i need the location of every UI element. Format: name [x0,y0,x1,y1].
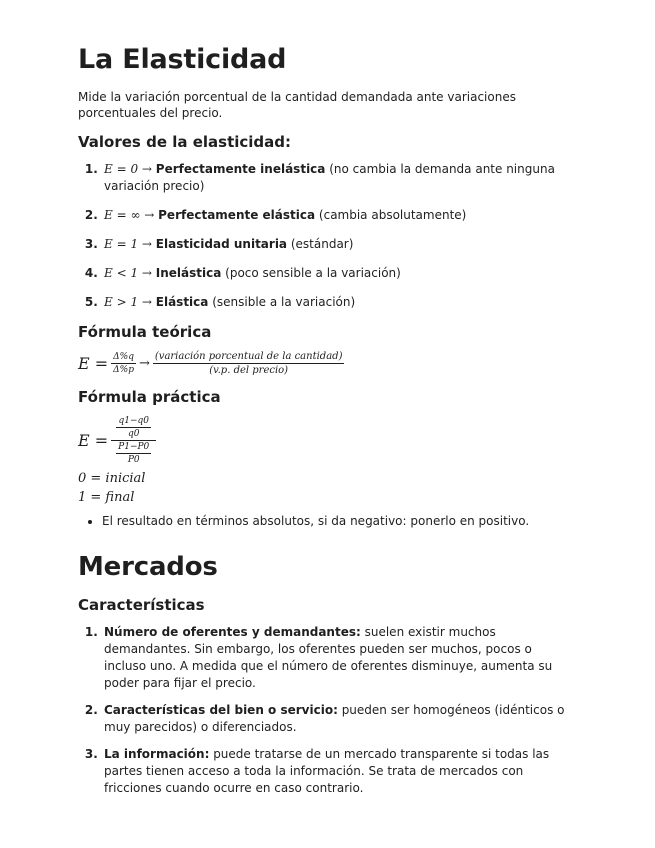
caracteristicas-heading: Características [78,596,205,614]
compound-fraction: $\frac{\frac{q1-q0}{q0}}{\frac{P1-P0}{P0}}$ [111,416,156,465]
bullet-list [78,513,577,530]
list-item: 2. E = ∞ → Perfectamente elástica (cambia absolutamente) [102,207,577,224]
formula-practica: E = $\frac{\frac{q1-q0}{q0}}{\frac{P1-P0}{P0}}$ [78,416,577,465]
valores-heading: Valores de la elasticidad: [78,133,292,151]
list-item: 1. Número de oferentes y demandantes: suelen existir muchos demandantes. Sin embargo, los oferentes pueden ser muchos, pocos o incluso uno. A medida que el número de oferentes disminuye, aumenta su poder para fijar el precio. [102,624,577,692]
page-title: La Elasticidad [78,44,287,75]
intro-paragraph: Mide la variación porcentual de la cantidad demandada ante variaciones porcentuales del precio. [78,90,516,120]
list-item: 4. E < 1 → Inelástica (poco sensible a la variación) [102,265,577,282]
formula-practica-heading: Fórmula práctica [78,388,221,406]
list-item: 2. Características del bien o servicio: pueden ser homogéneos (idénticos o muy parecidos) o diferenciados. [102,702,577,736]
list-item: 3. E = 1 → Elasticidad unitaria (estándar) [102,236,577,253]
list-item: • El resultado en términos absolutos, si da negativo: ponerlo en positivo. [102,513,577,530]
fraction-description: $\frac{\text{(variación porcentual de la cantidad)}}{\text{(v.p. del precio)}}$ [154,351,343,376]
final-line: 1 = final [78,490,135,505]
list-item: 3. La información: puede tratarse de un mercado transparente si todas las partes tienen acceso a toda la información. Se trata de mercados con fricciones cuando ocurre en caso contrario. [102,746,577,797]
valores-list [78,161,577,311]
inicial-line: 0 = inicial [78,471,146,486]
caracteristicas-list [78,624,577,797]
fraction-delta: $\frac{\Delta\%q}{\Delta\%p}$ [113,352,134,375]
list-item: 1. E = 0 → Perfectamente inelástica (no cambia la demanda ante ninguna variación precio) [102,161,577,195]
formula-teorica: E = $\frac{\Delta\%q}{\Delta\%p}$ → $\frac{\text{(variación porcentual de la cantidad)}}{\text{(v.p. del precio)}}$ [78,351,343,376]
list-item: 5. E > 1 → Elástica (sensible a la variación) [102,294,577,311]
formula-teorica-heading: Fórmula teórica [78,323,212,341]
mercados-title: Mercados [78,552,218,582]
